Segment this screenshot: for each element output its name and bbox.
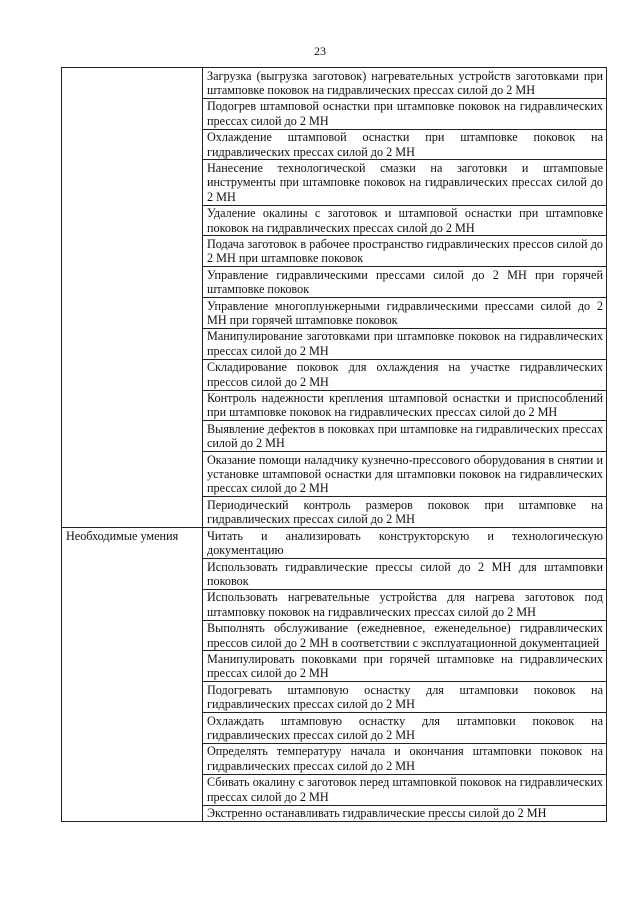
- action-description-cell: Периодический контроль размеров поковок при штамповке на гидравлических прессах силой до 2 МН: [203, 497, 607, 528]
- action-description-cell: Выполнять обслуживание (ежедневное, еженедельное) гидравлических прессов силой до 2 МН в соответствии с эксплуатационной документацией: [203, 620, 607, 651]
- page-number: 23: [314, 44, 326, 58]
- action-description-cell: Подача заготовок в рабочее пространство гидравлических прессов силой до 2 МН при штамповке поковок: [203, 236, 607, 267]
- table-body: [62, 68, 607, 822]
- action-description-cell: Выявление дефектов в поковках при штамповке на гидравлических прессах силой до 2 МН: [203, 421, 607, 452]
- action-description-cell: Использовать гидравлические прессы силой до 2 МН для штамповки поковок: [203, 559, 607, 590]
- table-row: [62, 528, 607, 559]
- action-description-cell: Подогревать штамповую оснастку для штамповки поковок на гидравлических прессах силой до 2 МН: [203, 682, 607, 713]
- action-description-cell: Охлаждать штамповую оснастку для штамповки поковок на гидравлических прессах силой до 2 МН: [203, 713, 607, 744]
- action-description-cell: Загрузка (выгрузка заготовок) нагревательных устройств заготовками при штамповке поковок на гидравлических прессах силой до 2 МН: [203, 68, 607, 99]
- action-description-cell: Управление многоплунжерными гидравлическими прессами силой до 2 МН при горячей штамповке поковок: [203, 298, 607, 329]
- group-label-cell: Необходимые умения: [62, 528, 203, 822]
- action-description-cell: Сбивать окалину с заготовок перед штамповкой поковок на гидравлических прессах силой до 2 МН: [203, 774, 607, 805]
- table-row: [62, 68, 607, 99]
- action-description-cell: Охлаждение штамповой оснастки при штамповке поковок на гидравлических прессах силой до 2 МН: [203, 129, 607, 160]
- action-description-cell: Оказание помощи наладчику кузнечно-прессового оборудования в снятии и установке штамповой оснастки для штамповки поковок на гидравлических прессах силой до 2 МН: [203, 452, 607, 497]
- action-description-cell: Манипулирование заготовками при штамповке поковок на гидравлических прессах силой до 2 МН: [203, 328, 607, 359]
- action-description-cell: Управление гидравлическими прессами силой до 2 МН при горячей штамповке поковок: [203, 267, 607, 298]
- action-description-cell: Читать и анализировать конструкторскую и технологическую документацию: [203, 528, 607, 559]
- action-description-cell: Определять температуру начала и окончания штамповки поковок на гидравлических прессах силой до 2 МН: [203, 743, 607, 774]
- action-description-cell: Экстренно останавливать гидравлические прессы силой до 2 МН: [203, 805, 607, 821]
- action-description-cell: Нанесение технологической смазки на заготовки и штамповые инструменты при штамповке поковок на гидравлических прессах силой до 2 МН: [203, 160, 607, 205]
- action-description-cell: Манипулировать поковками при горячей штамповке на гидравлических прессах силой до 2 МН: [203, 651, 607, 682]
- group-label-cell: [62, 68, 203, 528]
- action-description-cell: Использовать нагревательные устройства для нагрева заготовок под штамповку поковок на гидравлических прессах силой до 2 МН: [203, 589, 607, 620]
- competency-table: [61, 67, 607, 822]
- action-description-cell: Удаление окалины с заготовок и штамповой оснастки при штамповке поковок на гидравлических прессах силой до 2 МН: [203, 205, 607, 236]
- action-description-cell: Контроль надежности крепления штамповой оснастки и приспособлений при штамповке поковок на гидравлических прессах силой до 2 МН: [203, 390, 607, 421]
- action-description-cell: Складирование поковок для охлаждения на участке гидравлических прессов силой до 2 МН: [203, 359, 607, 390]
- action-description-cell: Подогрев штамповой оснастки при штамповке поковок на гидравлических прессах силой до 2 МН: [203, 98, 607, 129]
